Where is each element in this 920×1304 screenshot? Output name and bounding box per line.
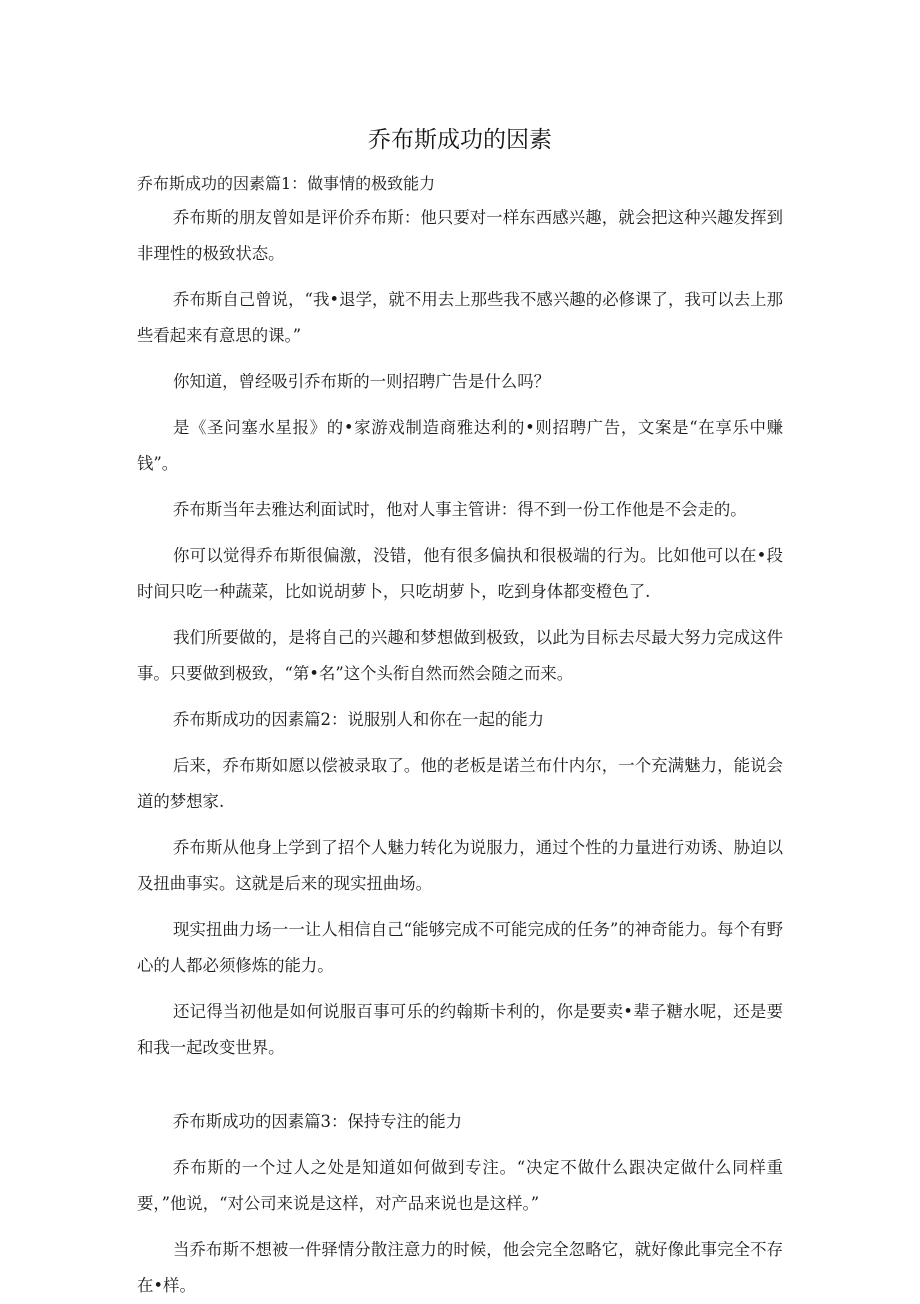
paragraph: 现实扭曲力场一一让人相信自己“能够完成不可能完成的任务”的神奇能力。每个有野心的人都必须修炼的能力。 — [137, 920, 783, 975]
paragraph: 乔布斯的朋友曾如是评价乔布斯：他只要对一样东西感兴趣，就会把这种兴趣发挥到非理性的极致状态。 — [137, 208, 783, 263]
paragraph: 我们所要做的，是将自己的兴趣和梦想做到极致，以此为目标去尽最大努力完成这件事。只要做到极致，“第•名”这个头衔自然而然会随之而来。 — [137, 628, 783, 683]
paragraph: 乔布斯的一个过人之处是知道如何做到专注。“决定不做什么跟决定做什么同样重要，”他说，“对公司来说是这样，对产品来说也是这样。” — [137, 1158, 783, 1213]
paragraph: 你可以觉得乔布斯很偏激，没错，他有很多偏执和很极端的行为。比如他可以在•段时间只吃一种蔬菜，比如说胡萝卜，只吃胡萝卜，吃到身体都变橙色了. — [137, 546, 783, 601]
document-body — [137, 171, 783, 1304]
paragraph: 乔布斯自己曾说，“我•退学，就不用去上那些我不感兴趣的必修课了，我可以去上那些看起来有意思的课。” — [137, 290, 783, 345]
paragraph: 你知道，曾经吸引乔布斯的一则招聘广告是什么吗？ — [173, 372, 550, 391]
paragraph: 乔布斯从他身上学到了招个人魅力转化为说服力，通过个性的力量进行劝诱、胁迫以及扭曲事实。这就是后来的现实扭曲场。 — [137, 838, 783, 893]
paragraph: 还记得当初他是如何说服百事可乐的约翰斯卡利的，你是要卖•辈子糖水呢，还是要和我一起改变世界。 — [137, 1002, 783, 1057]
paragraph: 是《圣问塞水星报》的•家游戏制造商雅达利的•则招聘广告，文案是“在享乐中赚钱”。 — [137, 418, 783, 473]
section-heading-2: 乔布斯成功的因素篇2：说服别人和你在一起的能力 — [173, 710, 545, 729]
paragraph: 乔布斯当年去雅达利面试时，他对人事主管讲：得不到一份工作他是不会走的。 — [173, 500, 747, 519]
document-title: 乔布斯成功的因素 — [368, 127, 552, 153]
section-heading-3: 乔布斯成功的因素篇3：保持专注的能力 — [173, 1112, 463, 1131]
paragraph: 后来，乔布斯如愿以偿被录取了。他的老板是诺兰布什内尔，一个充满魅力，能说会道的梦想家. — [137, 756, 783, 811]
section-heading-1: 乔布斯成功的因素篇1：做事情的极致能力 — [137, 174, 436, 193]
paragraph: 当乔布斯不想被一件驿情分散注意力的时候，他会完全忽略它，就好像此事完全不存在•样。 — [137, 1240, 783, 1295]
